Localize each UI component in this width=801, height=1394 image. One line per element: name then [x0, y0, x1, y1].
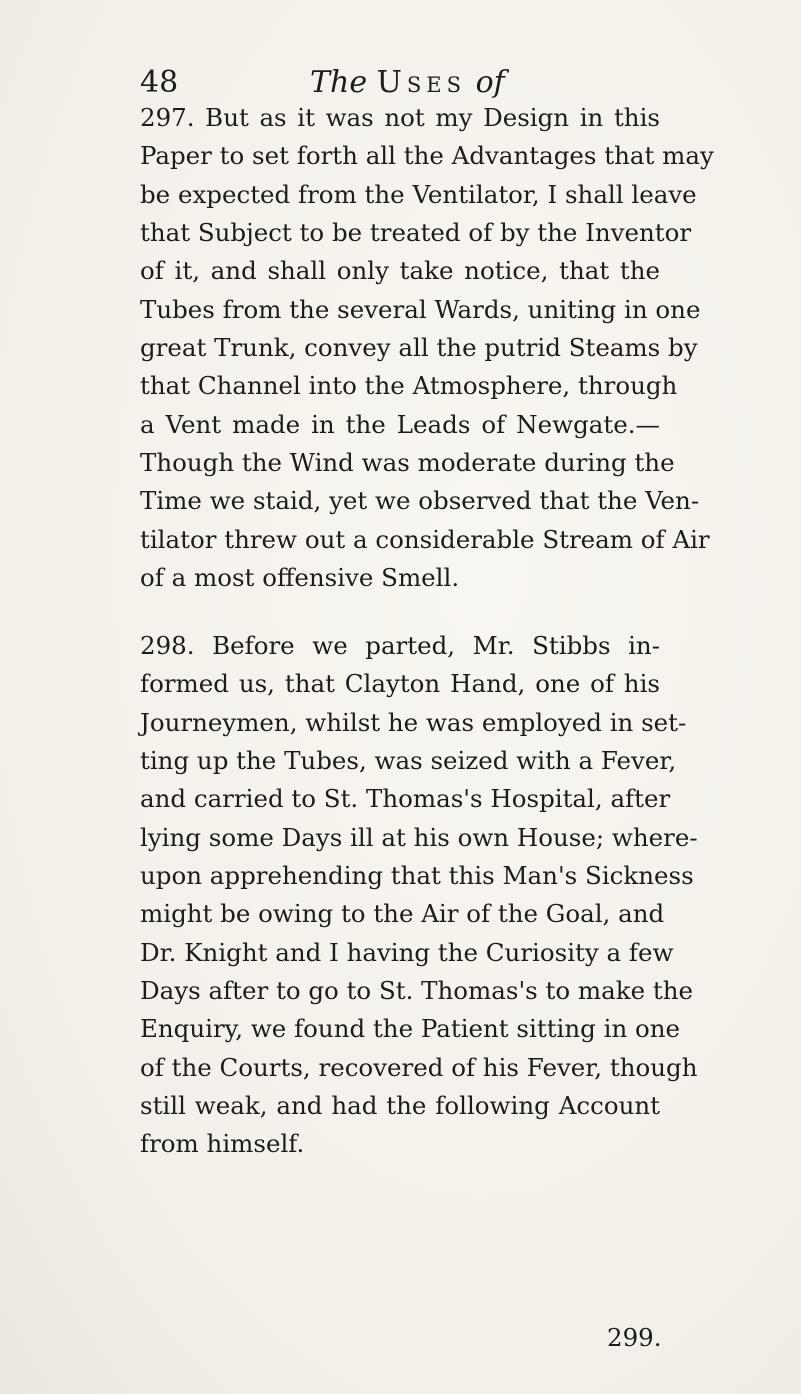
running-head-of: of — [475, 65, 505, 100]
text-line: of the Courts, recovered of his Fever, though — [140, 1052, 698, 1082]
text-line: that Subject to be treated of by the Inventor — [140, 218, 692, 248]
text-line: be expected from the Ventilator, I shall leave — [140, 179, 697, 209]
text-line: Time we staid, yet we observed that the Ven- — [140, 486, 700, 516]
text-line: a Vent made in the Leads of Newgate.— — [140, 409, 660, 439]
text-line: Enquiry, we found the Patient sitting in one — [140, 1014, 681, 1044]
text-line: tilator threw out a considerable Stream of Air — [140, 524, 710, 554]
running-head-the: The — [310, 65, 368, 100]
text-line: from himself. — [140, 1129, 305, 1159]
text-line: ting up the Tubes, was seized with a Fever, — [140, 746, 677, 776]
text-line: 298. Before we parted, Mr. Stibbs in- — [140, 631, 660, 660]
text-line: of it, and shall only take notice, that the — [140, 256, 660, 286]
text-line: lying some Days ill at his own House; where- — [140, 822, 698, 852]
text-line: might be owing to the Air of the Goal, and — [140, 899, 665, 929]
text-line: still weak, and had the following Account — [140, 1091, 660, 1121]
text-line: Days after to go to St. Thomas's to make the — [140, 976, 694, 1006]
paragraph-297 — [140, 99, 714, 597]
text-line: of a most offensive Smell. — [140, 563, 460, 593]
text-line: Though the Wind was moderate during the — [140, 448, 675, 478]
text-line: Dr. Knight and I having the Curiosity a few — [140, 937, 674, 967]
text-line: great Trunk, convey all the putrid Steams by — [140, 333, 698, 363]
paragraph-298 — [140, 627, 698, 1164]
catchword: 299. — [607, 1323, 662, 1352]
running-head-uses: Uses — [376, 65, 467, 100]
text-line: 297. But as it was not my Design in this — [140, 103, 660, 132]
text-line: Tubes from the several Wards, uniting in one — [140, 294, 701, 324]
text-line: and carried to St. Thomas's Hospital, after — [140, 784, 671, 814]
text-line: that Channel into the Atmosphere, through — [140, 371, 678, 401]
text-line: formed us, that Clayton Hand, one of his — [140, 669, 660, 699]
text-line: Paper to set forth all the Advantages that may — [140, 141, 714, 171]
text-line: upon apprehending that this Man's Sickness — [140, 861, 694, 891]
text-line: Journeymen, whilst he was employed in set- — [140, 707, 687, 737]
page-number: 48 — [140, 65, 179, 100]
